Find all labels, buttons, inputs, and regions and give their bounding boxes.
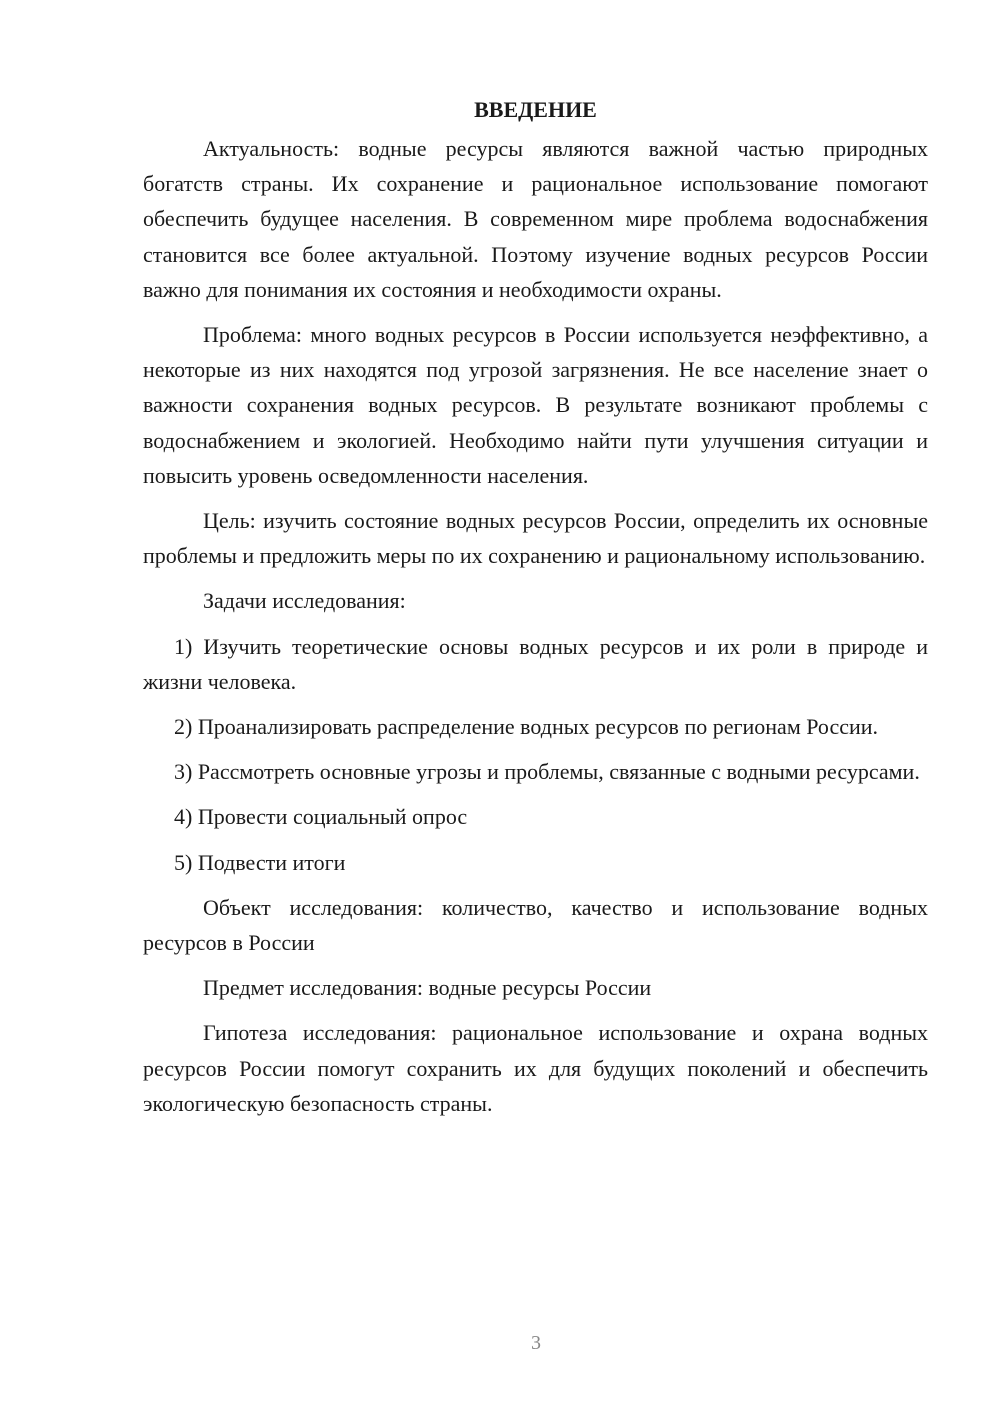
task-item-3: 3) Рассмотреть основные угрозы и проблемы, связанные с водными ресурсами. bbox=[174, 759, 920, 785]
task-item-5: 5) Подвести итоги bbox=[174, 849, 346, 875]
page-number: 3 bbox=[531, 1332, 541, 1354]
task-item-2: 2) Проанализировать распределение водных ресурсов по регионам России. bbox=[174, 714, 879, 740]
paragraph-goal: Цель: изучить состояние водных ресурсов России, определить их основные проблемы и предложить меры по их сохранению и рациональному использованию. bbox=[143, 508, 928, 569]
page-title: ВВЕДЕНИЕ bbox=[474, 97, 597, 122]
task-item-1: 1) Изучить теоретические основы водных ресурсов и их роли в природе и жизни человека. bbox=[143, 633, 928, 694]
paragraph-tasks-heading: Задачи исследования: bbox=[203, 588, 406, 614]
paragraph-relevance: Актуальность: водные ресурсы являются важной частью природных богатств страны. Их сохранение и рациональное использование помогают обеспечить будущее населения. В современном мире проблема водоснабжения становится все более актуальной. Поэтому изучение водных ресурсов России важно для понимания их состояния и необходимости охраны. bbox=[143, 136, 928, 302]
paragraph-problem: Проблема: много водных ресурсов в России используется неэффективно, а некоторые из них находятся под угрозой загрязнения. Не все население знает о важности сохранения водных ресурсов. В результате возникают проблемы с водоснабжением и экологией. Необходимо найти пути улучшения ситуации и повысить уровень осведомленности населения. bbox=[143, 322, 928, 488]
paragraph-hypothesis: Гипотеза исследования: рациональное использование и охрана водных ресурсов России помогут сохранить их для будущих поколений и обеспечить экологическую безопасность страны. bbox=[143, 1020, 928, 1116]
task-item-4: 4) Провести социальный опрос bbox=[174, 804, 468, 830]
paragraph-object: Объект исследования: количество, качество и использование водных ресурсов в России bbox=[143, 894, 928, 956]
paragraph-subject: Предмет исследования: водные ресурсы России bbox=[203, 975, 652, 1001]
document-page bbox=[143, 92, 928, 1131]
